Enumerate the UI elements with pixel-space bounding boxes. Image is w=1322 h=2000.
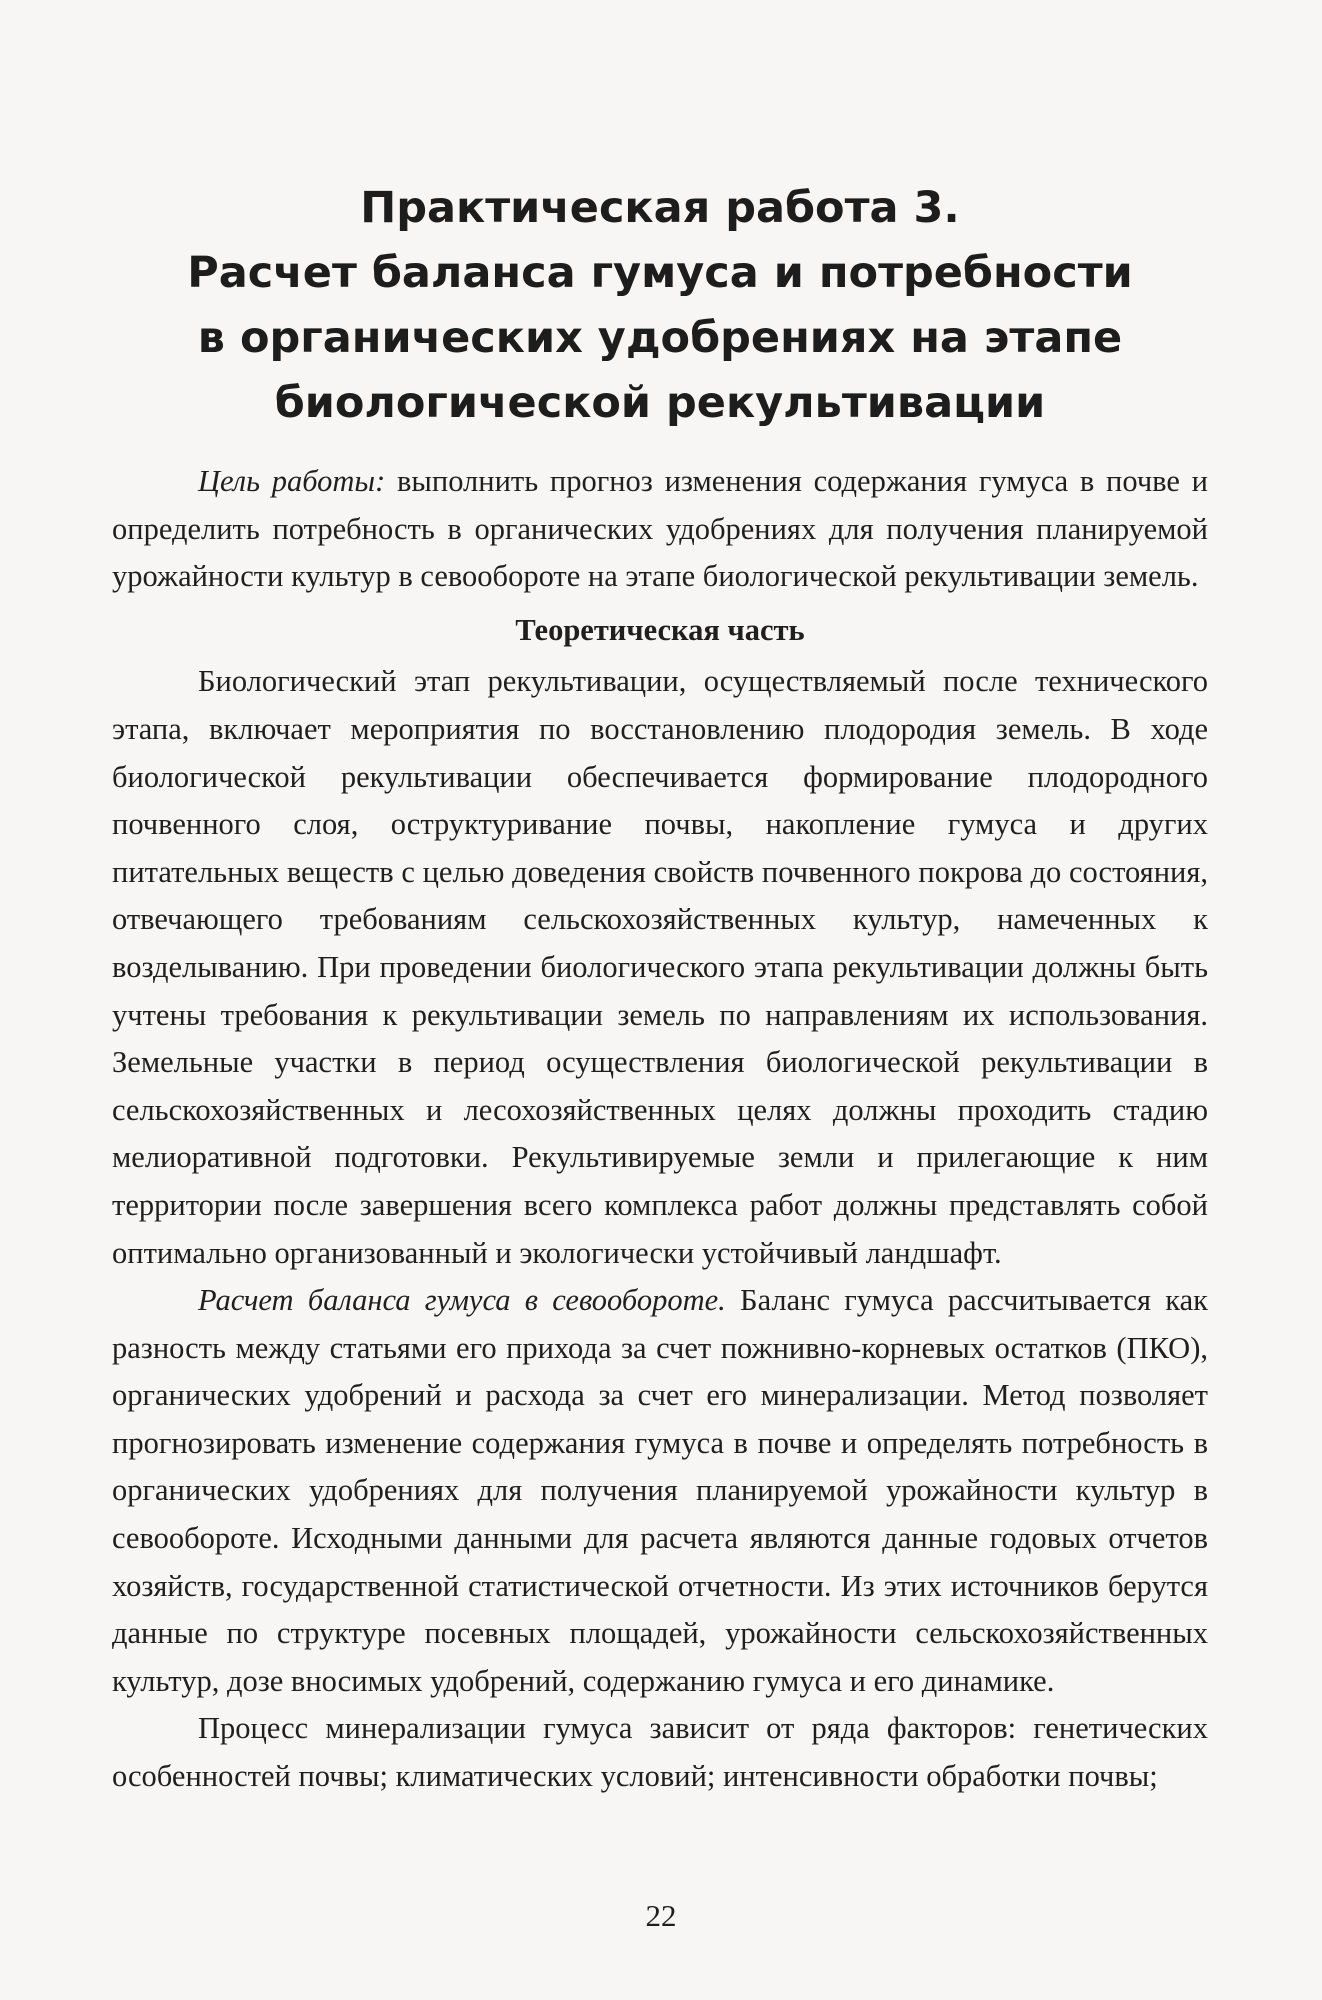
page-number: 22 <box>645 1898 677 1933</box>
paragraph-humus-balance <box>112 1277 1208 1705</box>
humus-balance-text: Баланс гумуса рассчитывается как разность между статьями его прихода за счет пожнивно-корневых остатков (ПКО), органических удобрений и расхода за счет его минерализации. Метод позволяет прогнозировать изменение содержания гумуса в почве и определять потребность в органических удобрениях для получения планируемой урожайности культур в севообороте. Исходными данными для расчета являются данные годовых отчетов хозяйств, государственной статистической отчетности. Из этих источников берутся данные по структуре посевных площадей, урожайности сельскохозяйственных культур, дозе вносимых удобрений, содержанию гумуса и его динамике. <box>112 1283 1208 1698</box>
goal-paragraph <box>112 458 1208 601</box>
title-line-1: Практическая работа 3. <box>360 183 960 233</box>
humus-balance-label: Расчет баланса гумуса в севообороте. <box>198 1283 726 1318</box>
section-heading: Теоретическая часть <box>515 612 805 647</box>
document-body <box>112 458 1208 1801</box>
goal-text: выполнить прогноз изменения содержания гумуса в почве и определить потребность в органических удобрениях для получения планируемой урожайности культур в севообороте на этапе биологической рекультивации земель. <box>112 464 1208 594</box>
title-line-4: биологической рекультивации <box>274 378 1046 428</box>
page-title <box>112 176 1208 436</box>
page-content <box>112 176 1208 1801</box>
title-line-2: Расчет баланса гумуса и потребности <box>187 248 1133 298</box>
paragraph-mineralization: Процесс минерализации гумуса зависит от ряда факторов: генетических особенностей почвы; климатических условий; интенсивности обработки почвы; <box>112 1711 1208 1794</box>
paragraph-biological-stage: Биологический этап рекультивации, осуществляемый после технического этапа, включает мероприятия по восстановлению плодородия земель. В ходе биологической рекультивации обеспечивается формирование плодородного почвенного слоя, оструктуривание почвы, накопление гумуса и других питательных веществ с целью доведения свойств почвенного покрова до состояния, отвечающего требованиям сельскохозяйственных культур, намеченных к возделыванию. При проведении биологического этапа рекультивации должны быть учтены требования к рекультивации земель по направлениям их использования. Земельные участки в период осуществления биологической рекультивации в сельскохозяйственных и лесохозяйственных целях должны проходить стадию мелиоративной подготовки. Рекультивируемые земли и прилегающие к ним территории после завершения всего комплекса работ должны представлять собой оптимально организованный и экологически устойчивый ландшафт. <box>112 664 1208 1270</box>
goal-label: Цель работы: <box>198 464 386 498</box>
title-line-3: в органических удобрениях на этапе <box>197 313 1123 363</box>
